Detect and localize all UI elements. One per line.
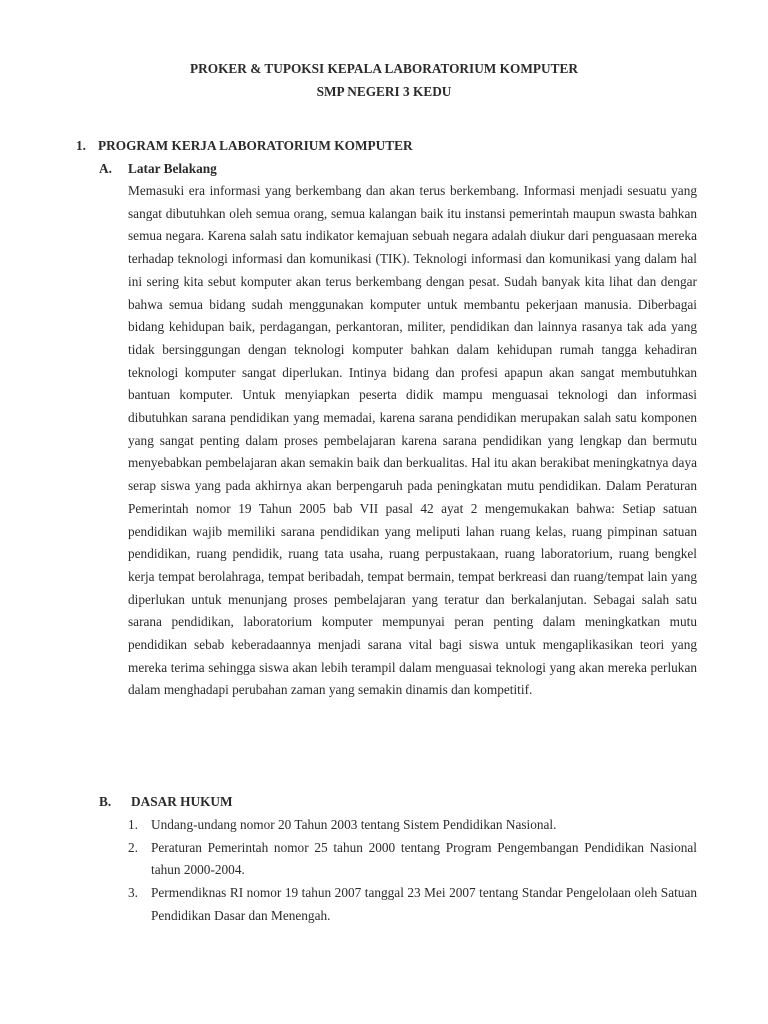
list-item-number: 1. xyxy=(128,817,138,832)
background-paragraph: Memasuki era informasi yang berkembang dan akan terus berkembang. Informasi menjadi sesuatu yang sangat dibutuhkan oleh semua orang, semua kalangan baik itu instansi pemerintah maupun swasta bahkan semua negara. Karena salah satu indikator kemajuan sebuah negara adalah diukur dari penguasaan mereka terhadap teknologi informasi dan komunikasi (TIK). Teknologi informasi dan komunikasi yang dalam hal ini sering kita sebut komputer akan terus berkembang dengan pesat. Sudah banyak kita lihat dan dengar bahwa semua bidang sudah menggunakan komputer untuk membantu pekerjaan manusia. Diberbagai bidang kehidupan baik, perdagangan, perkantoran, militer, pendidikan dan lainnya rasanya tak ada yang tidak bersinggungan dengan teknologi komputer bahkan dalam kehidupan rumah tangga kehadiran teknologi komputer sangat diperlukan. Intinya bidang dan profesi apapun akan sangat membutuhkan bantuan komputer. Untuk menyiapkan peserta didik mampu menguasai teknologi dan informasi dibutuhkan sarana pendidikan yang memadai, karena sarana pendidikan merupakan salah satu komponen yang sangat penting dalam proses pembelajaran karena sarana pendidikan yang lengkap dan bermutu menyebabkan pembelajaran akan semakin baik dan berkualitas. Hal itu akan berakibat meningkatnya daya serap siswa yang pada akhirnya akan berpengaruh pada peningkatan mutu pendidikan. Dalam Peraturan Pemerintah nomor 19 Tahun 2005 bab VII pasal 42 ayat 2 mengemukakan bahwa: Setiap satuan pendidikan wajib memiliki sarana pendidikan yang meliputi lahan ruang kelas, ruang pimpinan satuan pendidikan, ruang pendidik, ruang tata usaha, ruang perpustakaan, ruang laboratorium, ruang bengkel kerja tempat berolahraga, tempat beribadah, tempat bermain, tempat berkreasi dan ruang/tempat lain yang diperlukan untuk menunjang proses pembelajaran yang teratur dan berkalanjutan. Sebagai salah satu sarana pendidikan, laboratorium komputer mempunyai peran penting dalam meningkatkan mutu pendidikan sebab keberadaannya menjadi sarana vital bagi siswa untuk mengaplikasikan teori yang mereka terima sehingga siswa akan lebih terampil dalam menguasai teknologi yang akan mereka perlukan dalam menghadapi perubahan zaman yang semakin dinamis dan kompetitif. xyxy=(128,183,697,698)
list-item xyxy=(128,837,697,882)
document-subtitle: SMP NEGERI 3 KEDU xyxy=(316,84,452,99)
subsection-heading-a-text: Latar Belakang xyxy=(128,161,217,176)
subsection-letter-b: B. xyxy=(99,794,112,809)
section-number: 1. xyxy=(76,138,86,153)
document-title: PROKER & TUPOKSI KEPALA LABORATORIUM KOMPUTER xyxy=(190,61,578,76)
list-item-text: Undang-undang nomor 20 Tahun 2003 tentang Sistem Pendidikan Nasional. xyxy=(151,817,557,832)
subsection-heading-a xyxy=(99,160,217,178)
list-item xyxy=(128,882,697,927)
section-heading-1 xyxy=(76,137,413,155)
section-heading-text: PROGRAM KERJA LABORATORIUM KOMPUTER xyxy=(98,138,413,153)
subsection-heading-b-text: DASAR HUKUM xyxy=(131,794,233,809)
legal-basis-list xyxy=(128,814,697,928)
list-item xyxy=(128,814,697,837)
list-item-number: 3. xyxy=(128,885,138,901)
list-item-number: 2. xyxy=(128,839,138,855)
subsection-heading-b xyxy=(99,793,233,811)
list-item-text: Permendiknas RI nomor 19 tahun 2007 tanggal 23 Mei 2007 tentang Standar Pengelolaan oleh Satuan Pendidikan Dasar dan Menengah. xyxy=(151,885,697,923)
list-item-text: Peraturan Pemerintah nomor 25 tahun 2000 tentang Program Pengembangan Pendidikan Nasional tahun 2000-2004. xyxy=(151,839,697,878)
subsection-letter-a: A. xyxy=(99,161,112,176)
